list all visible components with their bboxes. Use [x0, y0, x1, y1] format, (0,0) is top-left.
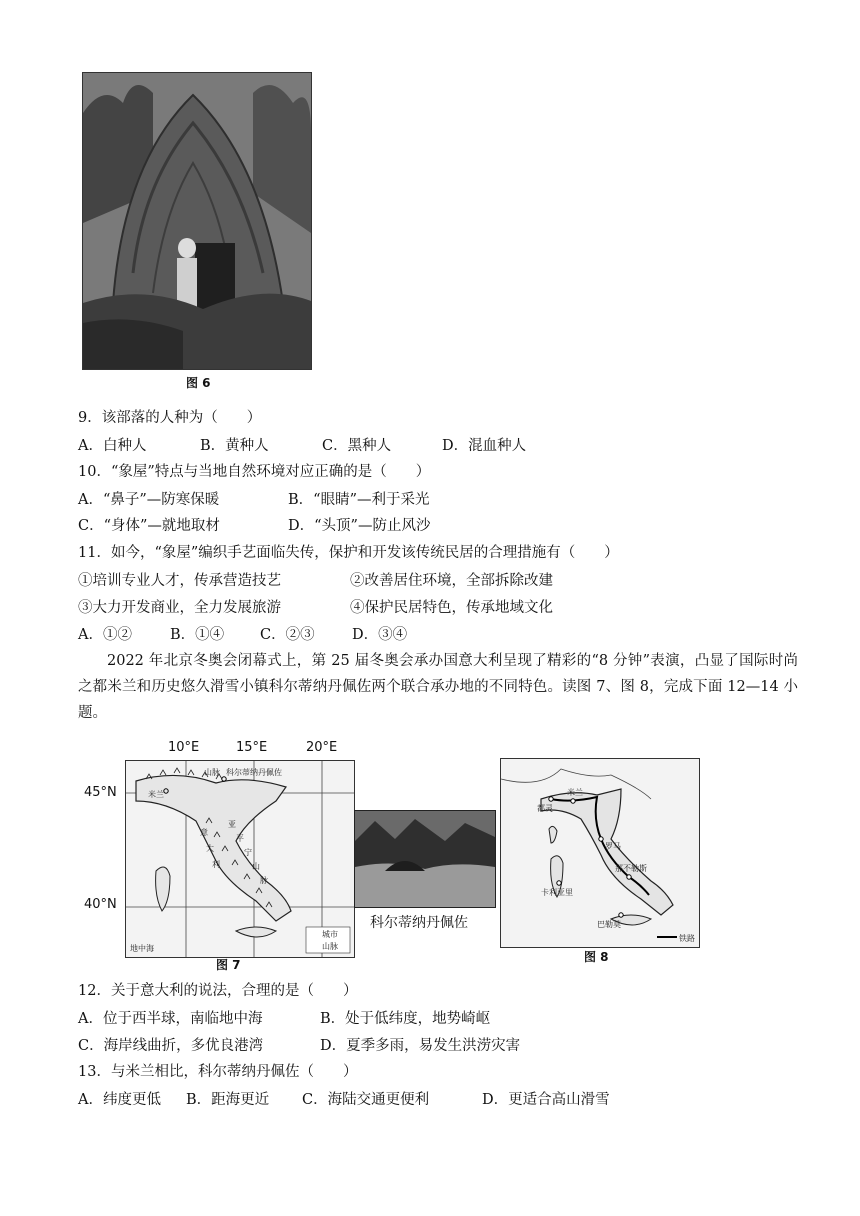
label-yi: 意 [200, 828, 208, 837]
option-c: C．海岸线曲折，多优良港湾 [78, 1038, 264, 1054]
question-12-stem: 12．关于意大利的说法，合理的是（ ） [78, 983, 358, 999]
question-11-statements-row2 [78, 598, 553, 618]
lon-label-15e: 15°E [236, 740, 268, 755]
lon-label-20e: 20°E [306, 740, 338, 755]
label-ya: 亚 [228, 820, 236, 829]
lat-label-45n: 45°N [84, 785, 117, 800]
label-ping: 平 [236, 834, 244, 843]
cortina-photo [354, 810, 496, 908]
question-12-options-row2 [78, 1036, 520, 1056]
statement-2: ②改善居住环境，全部拆除改建 [350, 573, 553, 589]
figure-7-caption: 图 7 [216, 958, 241, 972]
question-10-options-row2 [78, 516, 430, 536]
option-d: D．“头顶”—防止风沙 [288, 518, 431, 534]
label-li: 利 [212, 860, 220, 869]
reading-passage: 2022 年北京冬奥会闭幕式上，第 25 届冬奥会承办国意大利呈现了精彩的“8 分钟”表演，凸显了国际时尚之都米兰和历史悠久滑雪小镇科尔蒂纳丹佩佐两个联合承办地的不同特色。读图 7、图 8，完成下面 12—14 小题。 [78, 653, 798, 721]
option-d: D．更适合高山滑雪 [482, 1092, 610, 1108]
snow-mountain-photo [355, 811, 495, 907]
legend-city: 城市 [322, 930, 338, 939]
label-da: 大 [206, 844, 214, 853]
option-a: A．位于西半球，南临地中海 [78, 1011, 263, 1027]
lat-label-40n: 40°N [84, 897, 117, 912]
question-13-options [78, 1090, 610, 1110]
label-mountains: 山脉 [204, 768, 220, 777]
city-label-turin: 都灵 [537, 804, 553, 813]
figure-8-map [500, 758, 700, 948]
legend-railway: 铁路 [679, 934, 695, 943]
question-11-options [78, 625, 407, 645]
option-b: B．①④ [170, 627, 225, 643]
question-9-stem: 9．该部落的人种为（ ） [78, 410, 262, 426]
option-c: C．“身体”—就地取材 [78, 518, 220, 534]
figure-7-map [125, 760, 355, 958]
question-11-statements-row1 [78, 571, 553, 591]
option-d: D．夏季多雨，易发生洪涝灾害 [320, 1038, 521, 1054]
city-label-cortina: 科尔蒂纳丹佩佐 [226, 768, 282, 777]
figure-6-photo [82, 72, 312, 370]
statement-3: ③大力开发商业，全力发展旅游 [78, 600, 281, 616]
city-label-rome: 罗马 [605, 842, 621, 851]
question-9-options [78, 436, 526, 456]
option-b: B．距海更近 [186, 1092, 270, 1108]
option-c: C．②③ [260, 627, 315, 643]
statement-4: ④保护民居特色，传承地域文化 [350, 600, 553, 616]
question-10-options-row1 [78, 490, 429, 510]
city-label-palermo: 巴勒莫 [597, 920, 621, 929]
elephant-house-photo [83, 73, 311, 369]
option-a: A．纬度更低 [78, 1092, 161, 1108]
option-b: B．“眼睛”—利于采光 [288, 492, 430, 508]
option-c: C．黑种人 [322, 438, 392, 454]
label-mai: 脉 [260, 876, 268, 885]
question-10-stem: 10．“象屋”特点与当地自然环境对应正确的是（ ） [78, 464, 431, 480]
option-c: C．海陆交通更便利 [302, 1092, 430, 1108]
question-11-stem: 11．如今，“象屋”编织手艺面临失传，保护和开发该传统民居的合理措施有（ ） [78, 545, 619, 561]
figure-6-caption: 图 6 [186, 376, 211, 390]
city-label-naples: 那不勒斯 [615, 864, 647, 873]
lon-label-10e: 10°E [168, 740, 200, 755]
cortina-photo-caption: 科尔蒂纳丹佩佐 [370, 915, 468, 931]
label-mediterranean: 地中海 [130, 944, 154, 953]
option-a: A．白种人 [78, 438, 147, 454]
option-d: D．③④ [352, 627, 408, 643]
question-13-stem: 13．与米兰相比，科尔蒂纳丹佩佐（ ） [78, 1064, 358, 1080]
option-d: D．混血种人 [442, 438, 527, 454]
label-shan: 山 [252, 862, 260, 871]
option-b: B．黄种人 [200, 438, 269, 454]
city-label-milan: 米兰 [567, 788, 583, 797]
option-a: A．①② [78, 627, 132, 643]
label-ning: 宁 [244, 848, 252, 857]
figure-8-caption: 图 8 [584, 950, 609, 964]
city-label-milan: 米兰 [148, 790, 164, 799]
legend-mountain: 山脉 [322, 942, 338, 951]
option-b: B．处于低纬度，地势崎岖 [320, 1011, 491, 1027]
statement-1: ①培训专业人才，传承营造技艺 [78, 573, 281, 589]
city-label-cagliari: 卡利亚里 [541, 888, 573, 897]
option-a: A．“鼻子”—防寒保暖 [78, 492, 220, 508]
question-12-options-row1 [78, 1009, 490, 1029]
